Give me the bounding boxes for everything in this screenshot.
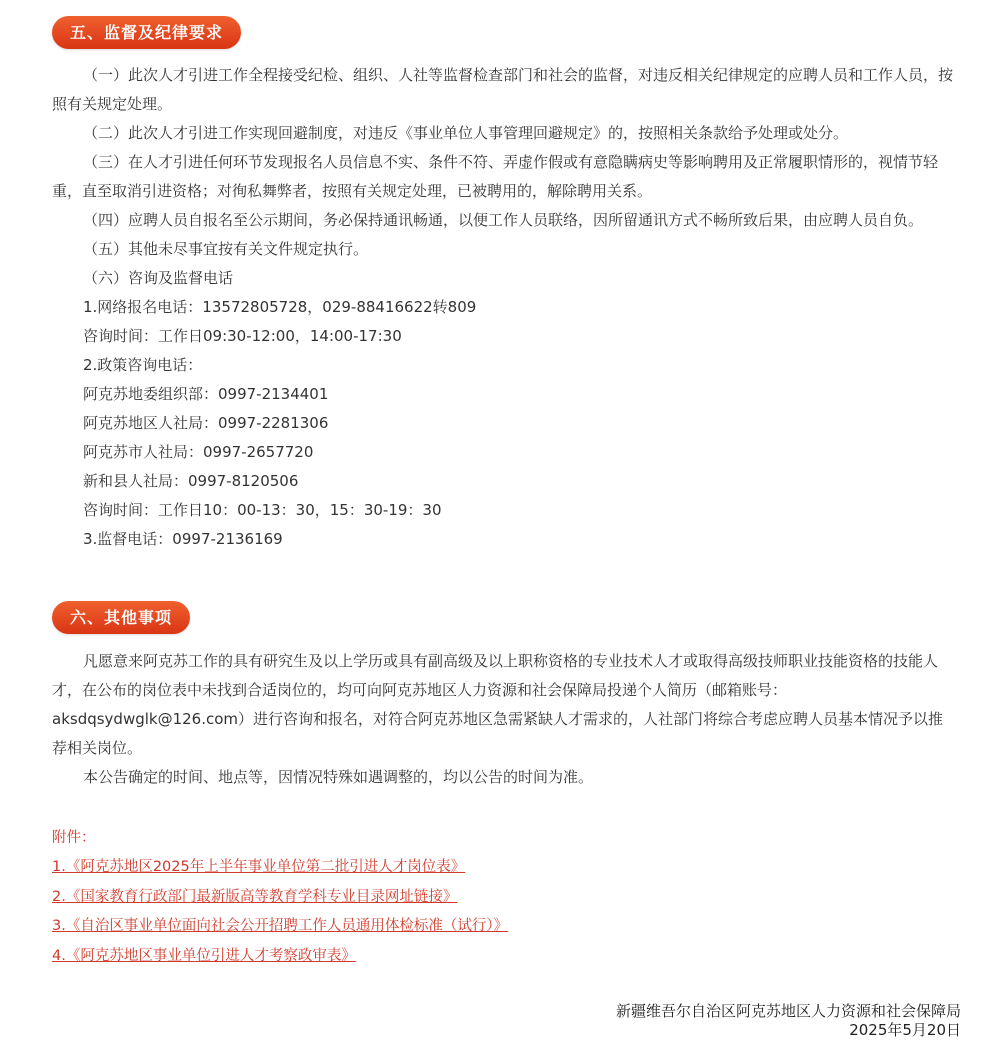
- signature-org: 新疆维吾尔自治区阿克苏地区人力资源和社会保障局: [615, 1002, 961, 1020]
- attachment-link-4[interactable]: 4.《阿克苏地区事业单位引进人才考察政审表》: [52, 947, 356, 964]
- section-6-body: [52, 647, 957, 792]
- contact-line: 2.政策咨询电话：: [83, 356, 203, 374]
- paragraph: 凡愿意来阿克苏工作的具有研究生及以上学历或具有副高级及以上职称资格的专业技术人才或取得高级技师职业技能资格的技能人才，在公布的岗位表中未找到合适岗位的，均可向阿克苏地区人力资源和社会保障局投递个人简历（邮箱账号：aksdqsydwglk@126.com）进行咨询和报名，对符合阿克苏地区急需紧缺人才需求的，人社部门将综合考虑应聘人员基本情况予以推荐相关岗位。: [52, 652, 944, 757]
- paragraph: （五）其他未尽事宜按有关文件规定执行。: [83, 240, 369, 258]
- contact-line: 咨询时间：工作日09:30-12:00，14:00-17:30: [83, 327, 402, 345]
- attachments-label: 附件：: [52, 830, 96, 846]
- contact-line: 3.监督电话：0997-2136169: [83, 530, 283, 548]
- contact-line: 咨询时间：工作日10：00-13：30，15：30-19：30: [83, 501, 442, 519]
- contact-line: 阿克苏市人社局：0997-2657720: [83, 443, 314, 461]
- attachment-link-2[interactable]: 2.《国家教育行政部门最新版高等教育学科专业目录网址链接》: [52, 888, 458, 905]
- contact-heading: （六）咨询及监督电话: [83, 269, 234, 287]
- section-5-heading: 五、监督及纪律要求: [52, 16, 241, 49]
- section-5-body: [52, 61, 957, 554]
- signature: [616, 1002, 961, 1040]
- attachment-link-1[interactable]: 1.《阿克苏地区2025年上半年事业单位第二批引进人才岗位表》: [52, 859, 466, 875]
- contact-line: 阿克苏地委组织部：0997-2134401: [83, 385, 329, 403]
- paragraph: （二）此次人才引进工作实现回避制度，对违反《事业单位人事管理回避规定》的，按照相关条款给予处理或处分。: [83, 124, 849, 142]
- paragraph: （三）在人才引进任何环节发现报名人员信息不实、条件不符、弄虚作假或有意隐瞒病史等影响聘用及正常履职情形的，视情节轻重，直至取消引进资格；对徇私舞弊者，按照有关规定处理，已被聘用的，解除聘用关系。: [52, 153, 939, 200]
- contact-line: 1.网络报名电话：13572805728，029-88416622转809: [83, 298, 477, 316]
- contact-line: 新和县人社局：0997-8120506: [83, 472, 299, 490]
- paragraph: 本公告确定的时间、地点等，因情况特殊如遇调整的，均以公告的时间为准。: [83, 768, 594, 786]
- signature-date: 2025年5月20日: [849, 1021, 961, 1039]
- paragraph: （四）应聘人员自报名至公示期间，务必保持通讯畅通，以便工作人员联络，因所留通讯方式不畅所致后果，由应聘人员自负。: [83, 211, 924, 229]
- section-6-heading: 六、其他事项: [52, 601, 190, 634]
- paragraph: （一）此次人才引进工作全程接受纪检、组织、人社等监督检查部门和社会的监督，对违反相关纪律规定的应聘人员和工作人员，按照有关规定处理。: [52, 66, 954, 113]
- attachment-link-3[interactable]: 3.《自治区事业单位面向社会公开招聘工作人员通用体检标准（试行）》: [52, 918, 509, 934]
- contact-line: 阿克苏地区人社局：0997-2281306: [83, 414, 329, 432]
- attachments: [52, 824, 508, 971]
